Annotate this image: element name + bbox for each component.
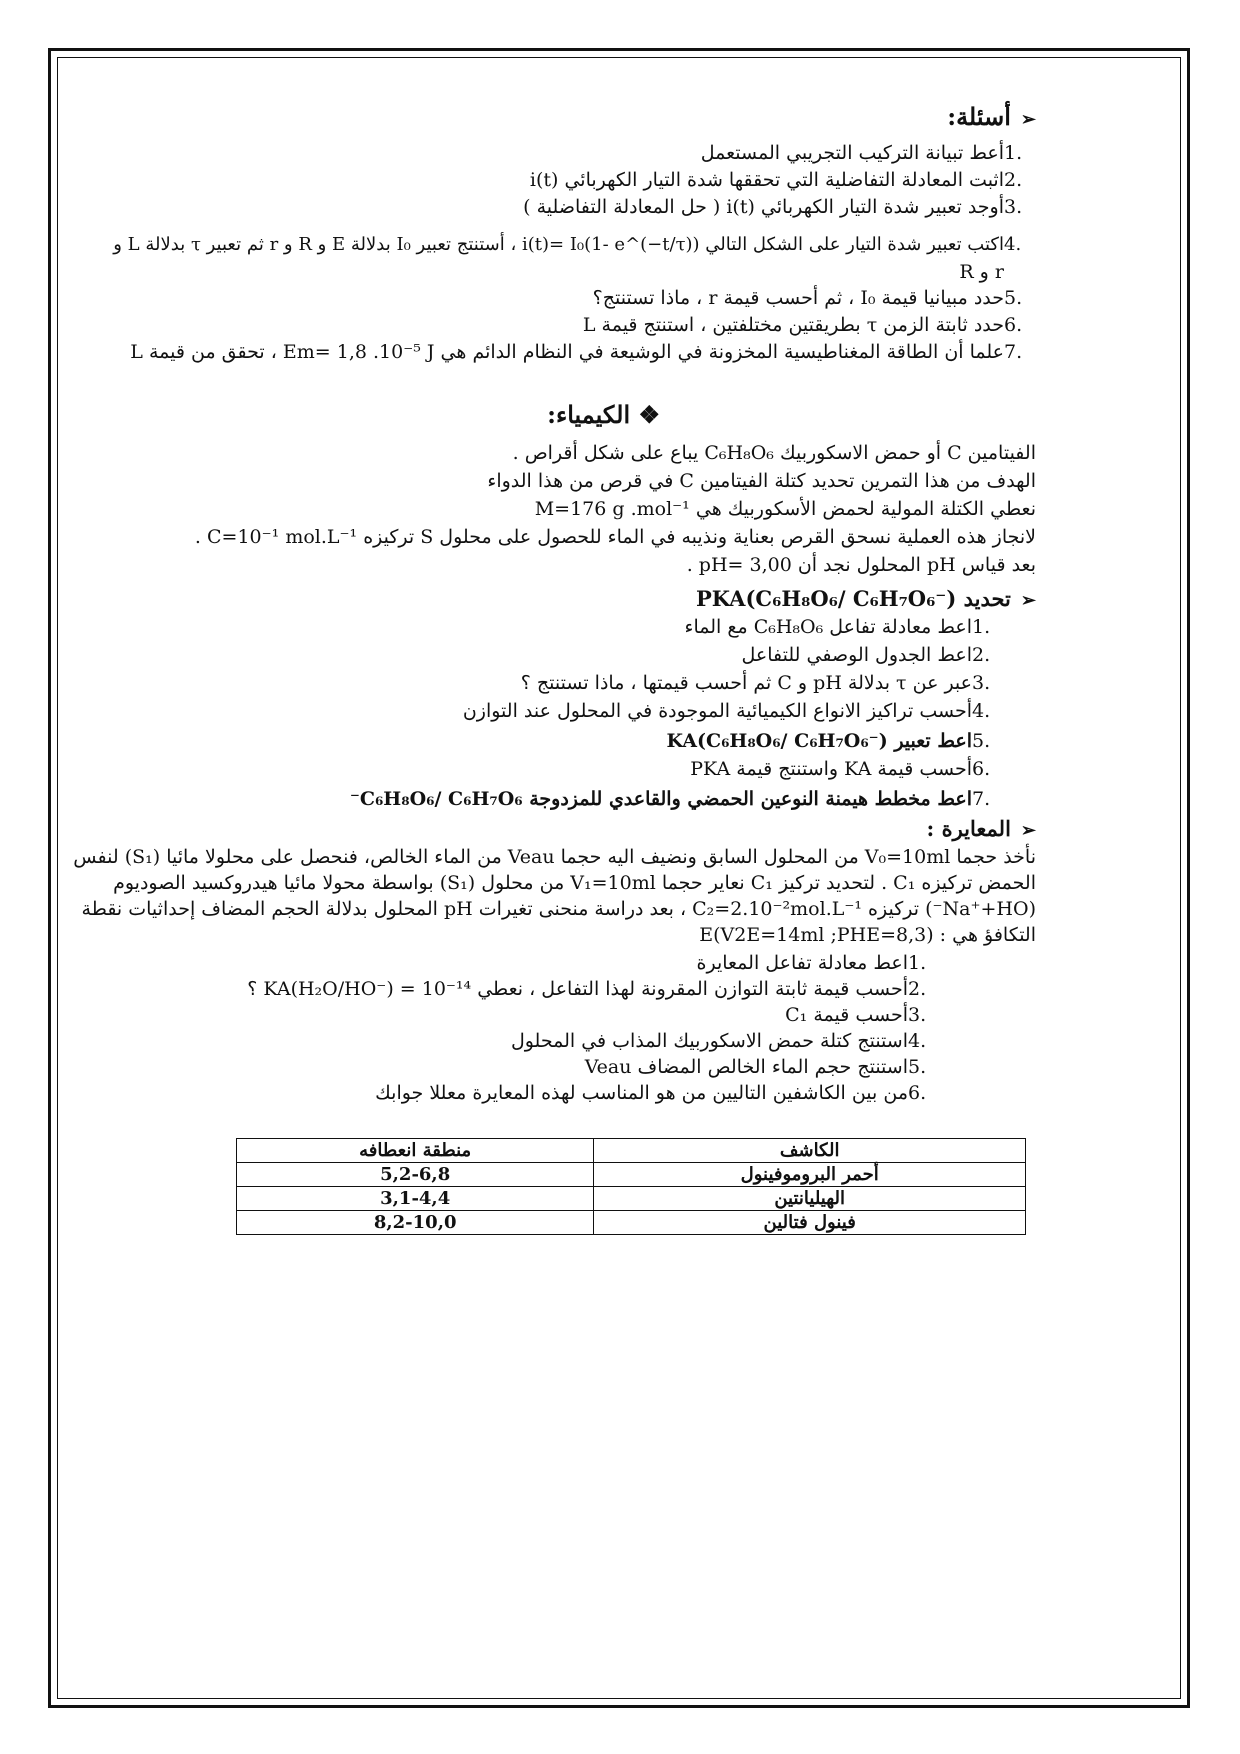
arrow-icon: ➢ [1020, 820, 1036, 841]
column-header-indicator: الكاشف [594, 1139, 1026, 1163]
indicator-table [236, 1138, 1026, 1235]
chem-question-3: .3عبر عن τ بدلالة pH و C ثم أحسب قيمتها ، ماذا تستنتج ؟ [520, 672, 991, 694]
titration-paragraph-4: التكافؤ هي : E(V2E=14ml ;PHE=8,3) [699, 924, 1036, 946]
indicator-name: الهيليانتين [594, 1187, 1026, 1211]
physics-question-6: .6حدد ثابتة الزمن τ بطريقتين مختلفتين ، استنتج قيمة L [582, 314, 1023, 336]
titration-question-3: .3أحسب قيمة C₁ [785, 1004, 927, 1026]
titration-paragraph-3: (Na⁺+HO⁻) تركيزه C₂=2.10⁻²mol.L⁻¹ ، بعد دراسة منحنى تغيرات pH المحلول بدلالة الحجم المضاف إحداثيات نقطة [81, 898, 1036, 920]
indicator-range: 3,1-4,4 [237, 1187, 594, 1211]
indicator-name: أحمر البروموفينول [594, 1163, 1026, 1187]
chem-paragraph-2: الهدف من هذا التمرين تحديد كتلة الفيتامين C في قرص من هذا الدواء [487, 470, 1036, 492]
table-row [237, 1211, 1026, 1235]
chem-paragraph-3: نعطي الكتلة المولية لحمض الأسكوربيك هي M=176 g .mol⁻¹ [534, 498, 1036, 520]
indicator-range: 8,2-10,0 [237, 1211, 594, 1235]
chem-paragraph-4: لانجاز هذه العملية نسحق القرص بعناية ونذيبه في الماء للحصول على محلول S تركيزه C=10⁻¹ mol.L⁻¹ . [194, 526, 1036, 548]
physics-question-5: .5حدد مبيانيا قيمة I₀ ، ثم أحسب قيمة r ، ماذا تستنتج؟ [592, 287, 1023, 309]
table-row [237, 1187, 1026, 1211]
chem-question-7: .7اعط مخطط هيمنة النوعين الحمضي والقاعدي للمزدوجة C₆H₈O₆/ C₆H₇O₆⁻ [349, 788, 991, 810]
pka-heading: ➢تحديد PKA(C₆H₈O₆/ C₆H₇O₆⁻) [695, 586, 1036, 611]
titration-paragraph-2: الحمض تركيزه C₁ . لتحديد تركيز C₁ نعاير حجما V₁=10ml من محلول (S₁) بواسطة محولا مائيا هيدروكسيد الصوديوم [113, 872, 1036, 894]
table-row [237, 1163, 1026, 1187]
indicator-range: 5,2-6,8 [237, 1163, 594, 1187]
physics-question-4: .4اكتب تعبير شدة التيار على الشكل التالي i(t)= I₀(1- e^(−t/τ)) ، أستنتج تعبير I₀ بدلالة E و R و r ثم تعبير τ بدلالة L و [113, 234, 1022, 255]
chem-paragraph-5: بعد قياس pH المحلول نجد أن pH= 3,00 . [686, 554, 1036, 576]
chem-question-2: .2اعط الجدول الوصفي للتفاعل [741, 644, 991, 666]
column-header-range: منطقة انعطافه [237, 1139, 594, 1163]
table-header-row [237, 1139, 1026, 1163]
titration-question-5: .5استنتج حجم الماء الخالص المضاف Veau [584, 1056, 927, 1078]
titration-question-4: .4استنتج كتلة حمض الاسكوربيك المذاب في المحلول [510, 1030, 927, 1052]
indicator-name: فينول فتالين [594, 1211, 1026, 1235]
titration-heading: ➢المعايرة : [926, 816, 1036, 841]
chem-question-4: .4أحسب تراكيز الانواع الكيميائية الموجودة في المحلول عند التوازن [462, 700, 991, 722]
chem-question-6: .6أحسب قيمة KA واستنتج قيمة PKA [690, 758, 991, 780]
physics-question-1: .1أعط تبيانة التركيب التجريبي المستعمل [700, 142, 1023, 164]
physics-question-2: .2اثبت المعادلة التفاضلية التي تحققها شدة التيار الكهربائي i(t) [529, 169, 1023, 191]
physics-question-4-cont: r و R [959, 261, 1004, 283]
titration-question-6: .6من بين الكاشفين التاليين من هو المناسب لهذه المعايرة معللا جوابك [375, 1082, 927, 1104]
physics-question-7: .7علما أن الطاقة المغناطيسية المخزونة في الوشيعة في النظام الدائم هي Em= 1,8 .10⁻⁵ J ، تحقق من قيمة L [130, 341, 1023, 363]
physics-question-3: .3أوجد تعبير شدة التيار الكهربائي i(t) ( حل المعادلة التفاضلية ) [523, 196, 1023, 218]
titration-question-1: .1اعط معادلة تفاعل المعايرة [696, 952, 927, 974]
titration-question-2: .2أحسب قيمة ثابتة التوازن المقرونة لهذا التفاعل ، نعطي KA(H₂O/HO⁻) = 10⁻¹⁴ ؟ [247, 978, 927, 1000]
chem-paragraph-1: الفيتامين C أو حمض الاسكوربيك C₆H₈O₆ يباع على شكل أقراص . [512, 442, 1036, 464]
chem-question-1: .1اعط معادلة تفاعل C₆H₈O₆ مع الماء [684, 616, 991, 638]
physics-heading: ➢أسئلة: [947, 102, 1036, 131]
arrow-icon: ➢ [1020, 590, 1036, 611]
arrow-icon: ➢ [1020, 109, 1036, 130]
chem-question-5: .5اعط تعبير KA(C₆H₈O₆/ C₆H₇O₆⁻) [666, 730, 991, 752]
chemistry-heading: ❖ الكيمياء: [547, 400, 660, 429]
titration-paragraph-1: نأخذ حجما V₀=10ml من المحلول السابق ونضيف اليه حجما Veau من الماء الخالص، فنحصل على محلولا مائيا (S₁) لنفس [73, 846, 1036, 868]
